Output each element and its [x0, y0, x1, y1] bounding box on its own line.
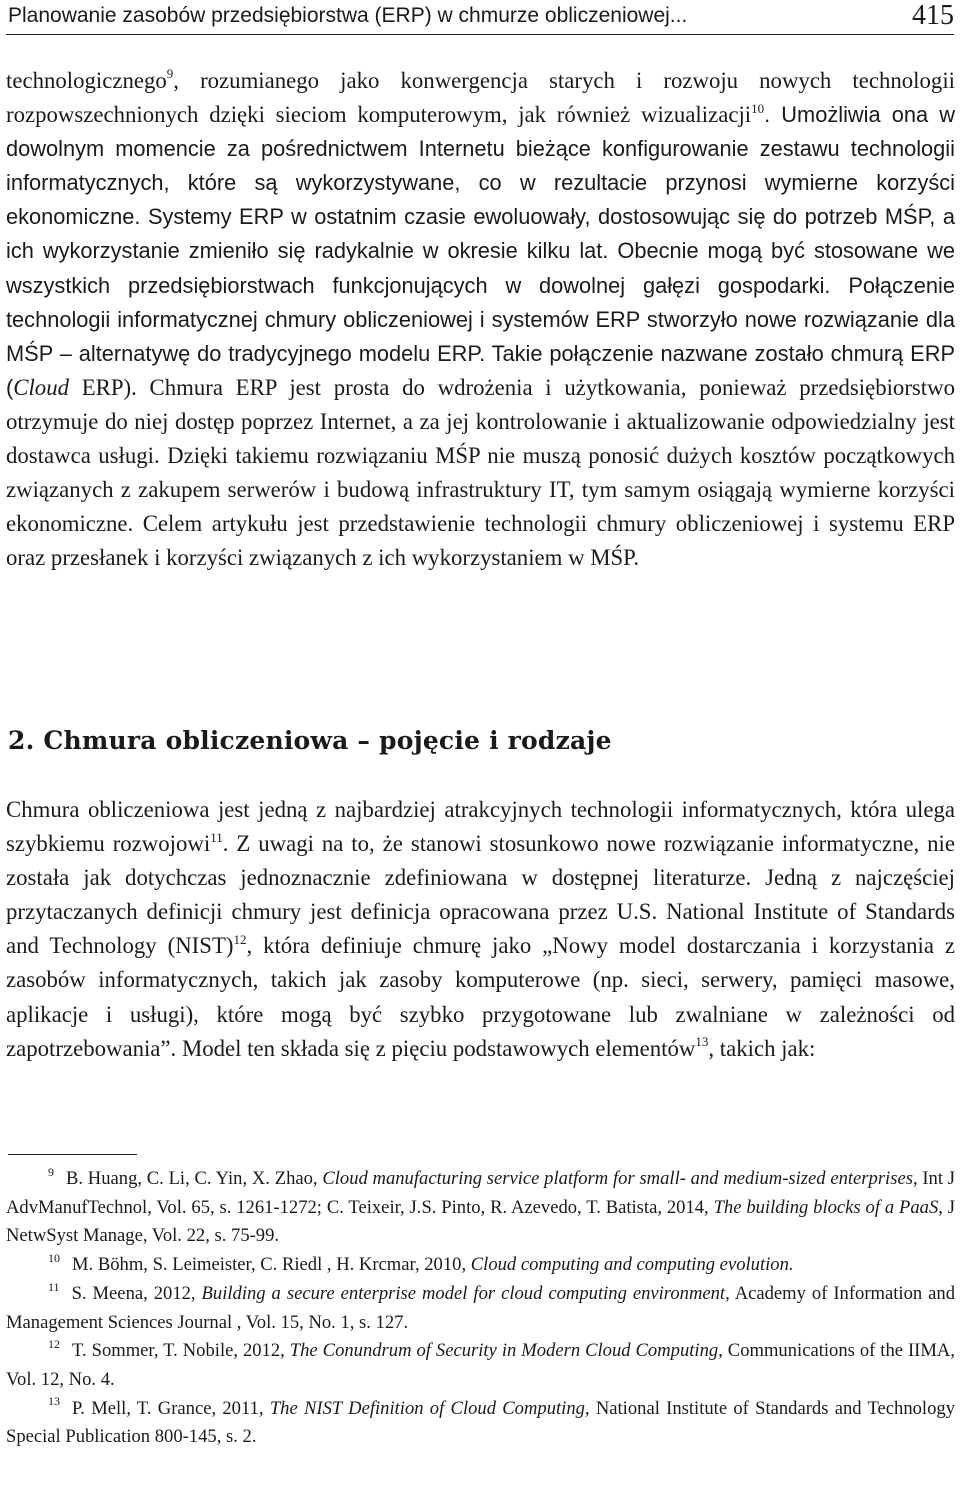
text-run: technologicznego	[6, 68, 167, 93]
footnote-ref-10[interactable]: 10	[751, 100, 765, 116]
footnotes	[6, 1165, 955, 1452]
running-title: Planowanie zasobów przedsiębiorstwa (ERP) w chmurze obliczeniowej...	[8, 4, 688, 27]
footnote-text: , Communications of the IIMA, Vol. 12, No. 4.	[6, 1340, 955, 1390]
footnote-text: P. Mell, T. Grance, 2011,	[72, 1397, 270, 1419]
text-run: , która definiuje chmurę jako „Nowy model dostarczania i korzystania z zasobów informatycznych, takich jak zasoby komputerowe (np. sieci, serwery, pamięci masowe, aplikacje i usługi), które mogą być szybko przygotowane lub zwalniane w zależności od zapotrzebowania”. Model ten składa się z pięciu podstawowych elementów	[6, 933, 955, 1061]
footnote-text: , J NetwSyst Manage, Vol. 22, s. 75-99.	[6, 1196, 956, 1247]
footnote-text: , Int J AdvManufTechnol, Vol. 65, s. 1261-1272; C. Teixeir, J.S. Pinto, R. Azevedo, T. Batista, 2014,	[6, 1168, 955, 1218]
footnote-number: 9	[48, 1164, 54, 1179]
footnote-9	[6, 1165, 955, 1251]
footnote-title: Cloud manufacturing service platform for small- and medium-sized enterprises	[322, 1168, 913, 1189]
footnote-13	[6, 1395, 955, 1452]
footnote-12	[6, 1337, 955, 1394]
footnote-title: Cloud computing and computing evolution.	[470, 1254, 794, 1276]
footnote-ref-11[interactable]: 11	[210, 829, 223, 845]
footnote-number: 11	[48, 1279, 60, 1294]
footnote-number: 12	[48, 1337, 60, 1352]
footnote-text: T. Sommer, T. Nobile, 2012,	[72, 1340, 290, 1362]
footnote-text: B. Huang, C. Li, C. Yin, X. Zhao,	[66, 1168, 323, 1189]
text-run: . Z uwagi na to, że stanowi stosunkowo nowe rozwiązanie informatyczne, nie została jak dotychczas jednoznacznie zdefiniowana w dostępnej literaturze. Jedną z najczęściej przytaczanych definicji chmury jest definicja opracowana przez U.S. National Institute of Standards and Technology (NIST)	[6, 831, 956, 959]
page-number: 415	[912, 0, 954, 31]
footnote-title: The building blocks of a PaaS	[713, 1196, 939, 1218]
text-run: ERP). Chmura ERP jest prosta do wdrożenia i użytkowania, ponieważ przedsiębiorstwo otrzymuje do niej dostęp poprzez Internet, a za jej kontrolowanie i aktualizowanie odpowiedzialny jest dostawca usługi. Dzięki takiemu rozwiązaniu MŚP nie muszą ponosić dużych kosztów początkowych związanych z zakupem serwerów i budową infrastruktury IT, tym samym osiągają wymierne korzyści ekonomiczne. Celem artykułu jest przedstawienie technologii chmury obliczeniowej i systemu ERP oraz przesłanek i korzyści związanych z ich wykorzystaniem w MŚP.	[6, 374, 955, 571]
footnote-title: The Conundrum of Security in Modern Cloud Computing	[289, 1340, 719, 1362]
section-heading: 2. Chmura obliczeniowa – pojęcie i rodzaje	[8, 726, 612, 755]
running-header	[6, 0, 954, 35]
footnote-text: , National Institute of Standards and Technology Special Publication 800-145, s. 2.	[6, 1397, 955, 1448]
footnote-title: The NIST Definition of Cloud Computing	[269, 1397, 585, 1419]
footnote-text: , Academy of Information and Management Sciences Journal , Vol. 15, No. 1, s. 127.	[6, 1282, 955, 1333]
footnote-text: S. Meena, 2012,	[71, 1282, 202, 1304]
italic-term: Cloud	[13, 374, 69, 400]
footnote-11	[6, 1280, 955, 1337]
text-run: Chmura obliczeniowa jest jedną z najbardziej atrakcyjnych technologii informatycznych, która ulega szybkiemu rozwojowi	[6, 797, 955, 857]
footnote-divider	[8, 1154, 137, 1155]
footnote-ref-12[interactable]: 12	[233, 931, 247, 947]
footnote-number: 10	[48, 1250, 60, 1265]
footnote-title: Building a secure enterprise model for cloud computing environment	[201, 1282, 726, 1304]
footnote-ref-9[interactable]: 9	[166, 66, 174, 82]
footnote-10	[6, 1251, 955, 1280]
footnote-ref-13[interactable]: 13	[695, 1034, 709, 1050]
footnote-number: 13	[48, 1394, 60, 1409]
text-run: , takich jak:	[708, 1035, 816, 1061]
text-run: . Umożliwia ona w dowolnym momencie za pośrednictwem Internetu bieżące konfigurowanie zestawu technologii informatycznych, które są wykorzystywane, co w rezultacie przynosi wymierne korzyści ekonomiczne. Systemy ERP w ostatnim czasie ewoluowały, dostosowując się do potrzeb MŚP, a ich wykorzystanie zmieniło się radykalnie w okresie kilku lat. Obecnie mogą być stosowane we wszystkich przedsiębiorstwach funkcjonujących w dowolnej gałęzi gospodarki. Połączenie technologii informatycznej chmury obliczeniowej i systemów ERP stworzyło nowe rozwiązanie dla MŚP – alternatywę do tradycyjnego modelu ERP. Takie połączenie nazwane zostało chmurą ERP (	[6, 102, 955, 400]
text-run: , rozumianego jako konwergencja starych i rozwoju nowych technologii rozpowszechnionych dzięki sieciom komputerowym, jak również wizualizacji	[6, 68, 955, 128]
paragraph-definition	[6, 793, 955, 1066]
footnote-text: M. Böhm, S. Leimeister, C. Riedl , H. Krcmar, 2010,	[72, 1254, 471, 1276]
paragraph-intro	[6, 64, 955, 575]
